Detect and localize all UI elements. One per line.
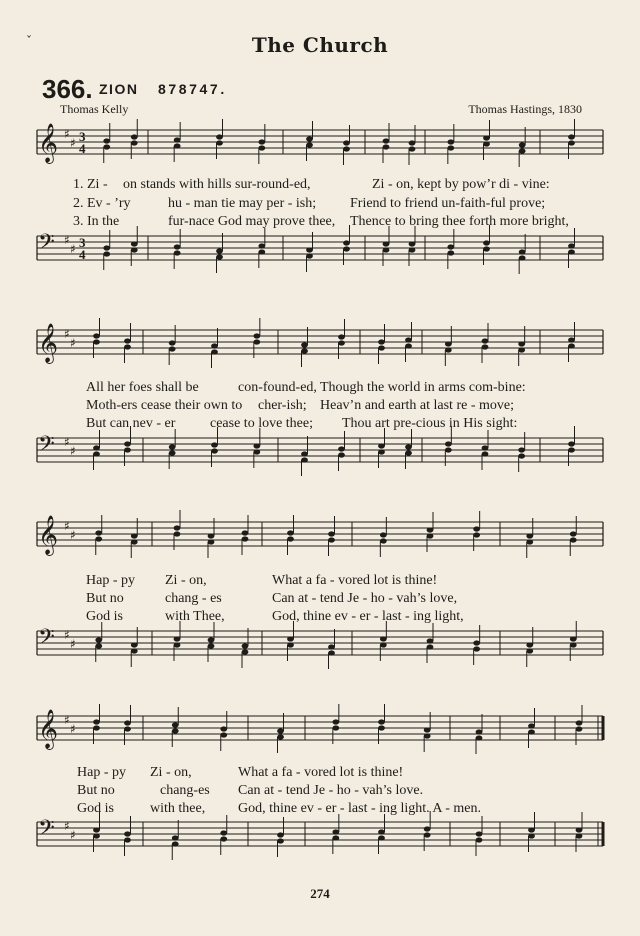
note-head bbox=[174, 137, 181, 142]
note-head bbox=[568, 140, 575, 145]
note-head bbox=[216, 134, 223, 139]
lyric-text: on stands with hills sur-round-ed, bbox=[123, 177, 311, 192]
note-head bbox=[103, 138, 110, 143]
verse-line bbox=[0, 196, 640, 216]
note-head bbox=[242, 649, 249, 654]
bass-clef: 𝄢 bbox=[38, 625, 55, 655]
note-head bbox=[405, 444, 412, 449]
sharp-sign: ♯ bbox=[70, 336, 76, 350]
lyric-text: What a fa - vored lot is thine! bbox=[272, 573, 438, 588]
note-head bbox=[211, 349, 218, 354]
note-head bbox=[568, 249, 575, 254]
note-head bbox=[216, 254, 223, 259]
note-head bbox=[568, 447, 575, 452]
verse-line bbox=[0, 591, 640, 611]
note-head bbox=[131, 134, 138, 139]
note-head bbox=[378, 443, 385, 448]
note-head bbox=[287, 530, 294, 535]
lyric-text: hu - man tie may per - ish; bbox=[168, 196, 317, 211]
note-head bbox=[93, 833, 100, 838]
note-head bbox=[447, 139, 454, 144]
note-head bbox=[103, 245, 110, 250]
note-head bbox=[570, 531, 577, 536]
note-head bbox=[338, 334, 345, 339]
note-head bbox=[409, 241, 416, 246]
bass-clef: 𝄢 bbox=[38, 816, 55, 846]
note-head bbox=[306, 247, 313, 252]
lyric-text: Thence to bring thee forth more bright, bbox=[350, 214, 569, 229]
note-head bbox=[343, 140, 350, 145]
lyric-text: cher-ish; bbox=[258, 398, 307, 413]
note-head bbox=[131, 241, 138, 246]
corner-mark: ˇ bbox=[26, 34, 32, 48]
lyric-text: con-found-ed, bbox=[238, 380, 317, 395]
hymn-number: 366. bbox=[42, 74, 93, 104]
note-head bbox=[95, 637, 102, 642]
note-head bbox=[518, 341, 525, 346]
note-head bbox=[483, 141, 490, 146]
note-head bbox=[306, 142, 313, 147]
note-head bbox=[378, 829, 385, 834]
treble-clef: 𝄞 bbox=[38, 323, 59, 363]
note-head bbox=[528, 723, 535, 728]
note-head bbox=[424, 727, 431, 732]
note-head bbox=[483, 246, 490, 251]
lyric-text: Can at - tend Je - ho - vah’s love. bbox=[238, 783, 424, 798]
note-head bbox=[518, 447, 525, 452]
note-head bbox=[378, 835, 385, 840]
lyric-text: Hap - py bbox=[86, 573, 135, 588]
lyric-text: Friend to friend un-faith-ful prove; bbox=[350, 196, 546, 211]
note-head bbox=[93, 333, 100, 338]
note-head bbox=[482, 451, 489, 456]
lyric-text: with Thee, bbox=[165, 609, 225, 624]
note-head bbox=[519, 249, 526, 254]
note-head bbox=[332, 725, 339, 730]
sharp-sign: ♯ bbox=[64, 435, 70, 449]
lyric-text: Hap - py bbox=[77, 765, 126, 780]
note-head bbox=[93, 725, 100, 730]
time-signature: 4 bbox=[79, 247, 86, 262]
note-head bbox=[131, 533, 138, 538]
note-head bbox=[208, 643, 215, 648]
lyric-text: Thou art pre-cious in His sight: bbox=[342, 416, 518, 431]
bass-clef: 𝄢 bbox=[38, 432, 55, 462]
note-head bbox=[528, 729, 535, 734]
lyric-text: God, thine ev - er - last - ing light. A - men. bbox=[238, 801, 482, 816]
note-head bbox=[380, 636, 387, 641]
note-head bbox=[208, 533, 215, 538]
note-head bbox=[287, 636, 294, 641]
lyric-text: Zi - on, bbox=[150, 765, 192, 780]
lyric-text: Zi - on, kept by pow’r di - vine: bbox=[372, 177, 550, 192]
note-head bbox=[332, 829, 339, 834]
note-head bbox=[95, 530, 102, 535]
sharp-sign: ♯ bbox=[64, 519, 70, 533]
note-head bbox=[174, 244, 181, 249]
page-title: The Church bbox=[251, 33, 389, 57]
note-head bbox=[526, 642, 533, 647]
note-head bbox=[338, 340, 345, 345]
note-head bbox=[476, 735, 483, 740]
sharp-sign: ♯ bbox=[70, 528, 76, 542]
note-head bbox=[378, 725, 385, 730]
note-head bbox=[570, 642, 577, 647]
note-head bbox=[526, 648, 533, 653]
note-head bbox=[328, 644, 335, 649]
note-head bbox=[174, 636, 181, 641]
sharp-sign: ♯ bbox=[70, 444, 76, 458]
lyric-text: God is bbox=[77, 801, 114, 816]
note-head bbox=[301, 457, 308, 462]
note-head bbox=[473, 640, 480, 645]
note-head bbox=[445, 447, 452, 452]
verse-line bbox=[0, 177, 640, 197]
sharp-sign: ♯ bbox=[64, 233, 70, 247]
note-head bbox=[242, 536, 249, 541]
note-head bbox=[328, 650, 335, 655]
note-head bbox=[172, 728, 179, 733]
lyric-text: Zi - on, bbox=[165, 573, 207, 588]
note-head bbox=[211, 448, 218, 453]
note-head bbox=[427, 533, 434, 538]
note-head bbox=[169, 340, 176, 345]
composer: Thomas Hastings, 1830 bbox=[468, 102, 582, 116]
note-head bbox=[277, 728, 284, 733]
note-head bbox=[424, 733, 431, 738]
note-head bbox=[473, 526, 480, 531]
note-head bbox=[277, 838, 284, 843]
note-head bbox=[476, 729, 483, 734]
note-head bbox=[131, 648, 138, 653]
note-head bbox=[343, 246, 350, 251]
note-head bbox=[383, 247, 390, 252]
sharp-sign: ♯ bbox=[70, 242, 76, 256]
note-head bbox=[568, 441, 575, 446]
note-head bbox=[528, 827, 535, 832]
note-head bbox=[576, 833, 583, 838]
note-head bbox=[528, 833, 535, 838]
note-head bbox=[405, 337, 412, 342]
note-head bbox=[287, 642, 294, 647]
lyric-text: 2. Ev - ’ry bbox=[73, 196, 131, 211]
note-head bbox=[253, 333, 260, 338]
note-head bbox=[301, 451, 308, 456]
note-head bbox=[216, 248, 223, 253]
note-head bbox=[328, 537, 335, 542]
lyric-text: God, thine ev - er - last - ing light, bbox=[272, 609, 464, 624]
note-head bbox=[445, 341, 452, 346]
note-head bbox=[287, 536, 294, 541]
note-head bbox=[409, 247, 416, 252]
note-head bbox=[482, 338, 489, 343]
sharp-sign: ♯ bbox=[70, 828, 76, 842]
lyric-text: Though the world in arms com-bine: bbox=[320, 380, 526, 395]
note-head bbox=[570, 537, 577, 542]
note-head bbox=[253, 443, 260, 448]
note-head bbox=[131, 642, 138, 647]
note-head bbox=[427, 638, 434, 643]
note-head bbox=[124, 344, 131, 349]
note-head bbox=[332, 719, 339, 724]
note-head bbox=[131, 140, 138, 145]
note-head bbox=[409, 146, 416, 151]
note-head bbox=[424, 832, 431, 837]
note-head bbox=[169, 346, 176, 351]
meter: 878747. bbox=[158, 81, 227, 97]
note-head bbox=[211, 442, 218, 447]
note-head bbox=[93, 827, 100, 832]
lyric-text: chang - es bbox=[165, 591, 222, 606]
note-head bbox=[124, 726, 131, 731]
note-head bbox=[174, 525, 181, 530]
note-head bbox=[568, 343, 575, 348]
verse-line bbox=[0, 380, 640, 400]
note-head bbox=[332, 835, 339, 840]
note-head bbox=[383, 241, 390, 246]
note-head bbox=[409, 140, 416, 145]
note-head bbox=[427, 644, 434, 649]
time-signature: 3 bbox=[79, 235, 86, 250]
note-head bbox=[424, 826, 431, 831]
treble-clef: 𝄞 bbox=[38, 709, 59, 749]
note-head bbox=[124, 447, 131, 452]
verse-line bbox=[0, 801, 640, 821]
note-head bbox=[378, 719, 385, 724]
note-head bbox=[576, 827, 583, 832]
note-head bbox=[93, 719, 100, 724]
note-head bbox=[405, 450, 412, 455]
sharp-sign: ♯ bbox=[70, 637, 76, 651]
note-head bbox=[124, 720, 131, 725]
note-head bbox=[172, 722, 179, 727]
note-head bbox=[124, 338, 131, 343]
note-head bbox=[519, 255, 526, 260]
note-head bbox=[483, 135, 490, 140]
note-head bbox=[447, 244, 454, 249]
note-head bbox=[405, 343, 412, 348]
treble-clef: 𝄞 bbox=[38, 123, 59, 163]
note-head bbox=[124, 831, 131, 836]
lyric-text: with thee, bbox=[150, 801, 206, 816]
lyric-text: God is bbox=[86, 609, 123, 624]
note-head bbox=[380, 532, 387, 537]
note-head bbox=[568, 134, 575, 139]
page-number: 274 bbox=[310, 886, 330, 901]
note-head bbox=[378, 345, 385, 350]
sharp-sign: ♯ bbox=[70, 136, 76, 150]
note-head bbox=[338, 452, 345, 457]
verse-line bbox=[0, 214, 640, 234]
note-head bbox=[576, 720, 583, 725]
note-head bbox=[169, 444, 176, 449]
verse-line bbox=[0, 573, 640, 593]
note-head bbox=[242, 643, 249, 648]
sharp-sign: ♯ bbox=[64, 327, 70, 341]
lyric-text: 3. In the bbox=[73, 214, 120, 229]
note-head bbox=[253, 339, 260, 344]
note-head bbox=[93, 451, 100, 456]
note-head bbox=[482, 445, 489, 450]
note-head bbox=[174, 531, 181, 536]
note-head bbox=[93, 445, 100, 450]
lyric-text: Can at - tend Je - ho - vah’s love, bbox=[272, 591, 458, 606]
lyric-text: cease to love thee; bbox=[210, 416, 314, 431]
note-head bbox=[476, 837, 483, 842]
note-head bbox=[519, 148, 526, 153]
note-head bbox=[328, 531, 335, 536]
verse-line bbox=[0, 783, 640, 803]
note-head bbox=[447, 250, 454, 255]
note-head bbox=[301, 348, 308, 353]
note-head bbox=[383, 144, 390, 149]
note-head bbox=[306, 136, 313, 141]
time-signature: 4 bbox=[79, 141, 86, 156]
note-head bbox=[445, 441, 452, 446]
lyricist: Thomas Kelly bbox=[60, 102, 129, 116]
note-head bbox=[169, 450, 176, 455]
note-head bbox=[131, 539, 138, 544]
lyric-text: chang-es bbox=[160, 783, 210, 798]
note-head bbox=[568, 337, 575, 342]
note-head bbox=[380, 642, 387, 647]
note-head bbox=[208, 637, 215, 642]
note-head bbox=[306, 253, 313, 258]
bass-clef: 𝄢 bbox=[38, 230, 55, 260]
note-head bbox=[518, 347, 525, 352]
lyric-text: But can nev - er bbox=[86, 416, 176, 431]
note-head bbox=[473, 532, 480, 537]
note-head bbox=[518, 453, 525, 458]
lyric-text: What a fa - vored lot is thine! bbox=[238, 765, 404, 780]
lyric-text: 1. Zi - bbox=[73, 177, 108, 192]
note-head bbox=[216, 140, 223, 145]
note-head bbox=[277, 832, 284, 837]
verse-line bbox=[0, 765, 640, 785]
note-head bbox=[568, 243, 575, 248]
note-head bbox=[378, 449, 385, 454]
note-head bbox=[220, 732, 227, 737]
note-head bbox=[526, 533, 533, 538]
sharp-sign: ♯ bbox=[64, 628, 70, 642]
note-head bbox=[258, 145, 265, 150]
note-head bbox=[124, 837, 131, 842]
sharp-sign: ♯ bbox=[64, 819, 70, 833]
note-head bbox=[174, 642, 181, 647]
note-head bbox=[208, 539, 215, 544]
note-head bbox=[172, 841, 179, 846]
note-head bbox=[301, 342, 308, 347]
lyric-text: But no bbox=[86, 591, 124, 606]
note-head bbox=[211, 343, 218, 348]
note-head bbox=[519, 142, 526, 147]
sharp-sign: ♯ bbox=[70, 722, 76, 736]
note-head bbox=[483, 240, 490, 245]
note-head bbox=[473, 646, 480, 651]
note-head bbox=[258, 243, 265, 248]
note-head bbox=[427, 527, 434, 532]
note-head bbox=[445, 347, 452, 352]
note-head bbox=[570, 636, 577, 641]
tune-name: ZION bbox=[99, 81, 139, 97]
note-head bbox=[220, 726, 227, 731]
note-head bbox=[258, 139, 265, 144]
treble-clef: 𝄞 bbox=[38, 515, 59, 555]
note-head bbox=[343, 240, 350, 245]
note-head bbox=[242, 530, 249, 535]
note-head bbox=[277, 734, 284, 739]
lyric-text: Heav’n and earth at last re - move; bbox=[320, 398, 514, 413]
sharp-sign: ♯ bbox=[64, 127, 70, 141]
time-signature: 3 bbox=[79, 129, 86, 144]
note-head bbox=[447, 145, 454, 150]
note-head bbox=[383, 138, 390, 143]
note-head bbox=[174, 250, 181, 255]
lyric-text: All her foes shall be bbox=[86, 380, 199, 395]
sharp-sign: ♯ bbox=[64, 713, 70, 727]
note-head bbox=[172, 835, 179, 840]
note-head bbox=[95, 643, 102, 648]
note-head bbox=[378, 339, 385, 344]
note-head bbox=[343, 146, 350, 151]
lyric-text: But no bbox=[77, 783, 115, 798]
note-head bbox=[526, 539, 533, 544]
note-head bbox=[220, 830, 227, 835]
note-head bbox=[380, 538, 387, 543]
note-head bbox=[93, 339, 100, 344]
verse-line bbox=[0, 416, 640, 436]
note-head bbox=[576, 726, 583, 731]
note-head bbox=[482, 344, 489, 349]
note-head bbox=[476, 831, 483, 836]
note-head bbox=[103, 251, 110, 256]
note-head bbox=[103, 144, 110, 149]
verse-line bbox=[0, 398, 640, 418]
note-head bbox=[174, 143, 181, 148]
note-head bbox=[95, 536, 102, 541]
note-head bbox=[124, 441, 131, 446]
note-head bbox=[131, 247, 138, 252]
note-head bbox=[258, 249, 265, 254]
note-head bbox=[253, 449, 260, 454]
lyric-text: fur-nace God may prove thee, bbox=[168, 214, 336, 229]
lyric-text: Moth-ers cease their own to bbox=[86, 398, 243, 413]
note-head bbox=[338, 446, 345, 451]
verse-line bbox=[0, 609, 640, 629]
note-head bbox=[220, 836, 227, 841]
